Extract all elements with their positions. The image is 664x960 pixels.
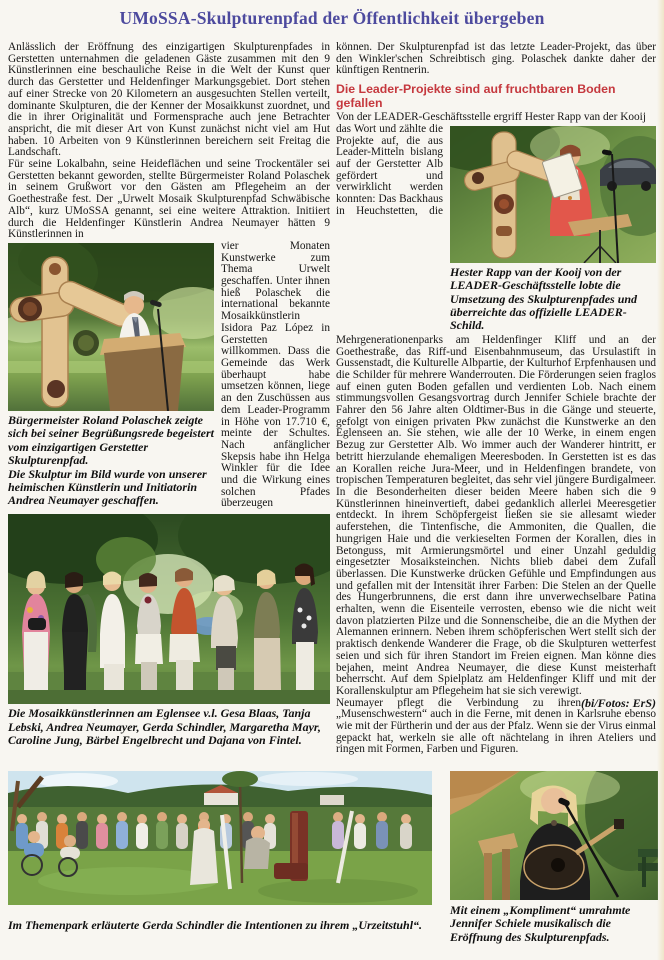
body-text: Anlässlich der Eröffnung des einzigartigen Skulpturenpfades in Gerstetten unternahmen die geladenen Gäste zusammen mit den 9 Künstlerinnen eine beschauliche Reise in die Welt der Kunst quer durch das Gerstetter und Heldenfinger Markungsgebiet. Dort stehen auf einer Strecke von 20 Kilometern an ausgesuchten Stellen verteilt, dominante Skulpturen, die der Kenner der Mosaikkunst zuordnet, und die in ihrer Originalität und Formensprache auch jene Betrachter anspricht, die mit dieser Art von Kunst zunächst nicht viel am Hut haben. 10 Arbeiten von 9 Künstlerinnen bereichern seit Freitag die Landschaft. [8, 41, 330, 159]
photo-caption-themepark [8, 919, 432, 932]
section-heading: Die Leader-Projekte sind auf fruchtbaren Boden gefallen [336, 82, 616, 111]
photo-caption-artists [8, 707, 330, 747]
photo-mayor-podium [8, 243, 214, 411]
photo-themepark-art [8, 771, 432, 905]
photo-caption-mayor [8, 414, 214, 508]
figure-themepark [8, 771, 432, 932]
figure-leader-presentation [450, 126, 656, 333]
photo-leader-art [450, 126, 656, 263]
paragraph [8, 159, 330, 241]
photo-leader-presentation [450, 126, 656, 263]
body-text: Für seine Lokalbahn, seine Heideflächen und seine Trockentäler sei Gerstetten bekannt geworden, stellte Bürgermeister Roland Polaschek in seinem Grußwort vor den Gästen am Pflegeheim an der Goethestraße fest. Der „Urwelt Mosaik Skulpturenpfad Schwäbische Alb“, kurz UMoSSA genannt, sei eine weitere Attraktion. Initiiert durch die Heldenfinger Künstlerin Andrea Neumayer hätten 9 Künstlerinnen in [8, 158, 330, 241]
paragraph [8, 42, 330, 159]
caption-text: Die Mosaikkünstlerinnen am Eglensee v.l. Gesa Blaas, Tanja Lebski, Andrea Neumayer, Gerda Schindler, Margaretha Mayr, Caroline Jung, Bärbel Engelbrecht und Dajana von Fintel. [8, 706, 321, 747]
body-text: das Wort und zählte die Projekte auf, die aus Leader-Mitteln bislang auf der Gerstetter Alb gefördert und verwirklicht werden konnten: Das Backhaus in Heuchstetten, die Mehrgenerationenparks am Heldenfinger Kliff und an der Goethestraße, das Riff-und Eisenbahnmuseum, das Ursulastift in Gussenstadt, die Kulturelle Albpartie, der Kulturhof Erpfenhausen und die Schilder für mehrere Wanderrouten. Die Förderungen seien fraglos auf einen guten Boden gefallen und verdienten Lob. Nach einem stimmungsvollen Gesangsvortrag durch Jennifer Schiele brachte der Fahrer den 56 Jahre alten Oldtimer-Bus in die Gänge und steuerte, gefolgt von einigen privaten Pkw zunächst die Kunstwerke an den Eglenseen an. Sie stehen, wie alle der 10 Werke, in einem engen Bezug zur Gerstetter Alb. Wo immer auch der Wanderer hintritt, er betritt hierzulande ehemaligen Meeresboden. In Gerstetten ist es das an Korallen reiche Jura-Meer, und in Heldenfingen brandete, von tropischen Temperaturen begleitet, das sehr viel jüngere Burdigalmeer. In die Besonderheiten dieser beiden Meere haben sich die 9 Künstlerinnen hineinvertieft, dabei gedanklich allerlei Meeresgetier entdeckt. In ihrem Schöpfergeist ließen sie sie allesamt wieder auferstehen, die Tintenfische, die Ammoniten, die Quallen, die hungrigen Haie und die verkieselten Formen der Korallen, dies in Betonguss, mit Armierungsmörtel und einer Unzahl geduldig eingesetzter Mosaiksteinchen. Nichts blieb dabei dem Zufall überlassen. Die Kunstwerke drücken Gefühle und Empfindungen aus und gefallen mit der Intensität ihrer Farben: Die Stelen an der Quelle des Hungerbrunnens, die erst dann ihre unverwechselbare Patina erhalten, wenn die Eisenteile verrosten, ebenso wie die nicht weit davon platzierten Pilze und die Sonnenscheibe, die an die Mythen der Alemannen erinnern. Neben ihrem schöpferischen Wert stellt sich der praktisch denkende Wanderer die Frage, ob die Skulpturen wetterfest seien und sich für ihren Standort im Freien eignen. Man könne dies bejahen, meint Andrea Neumayer, die diese Kunst meisterhaft beherrscht. Auf dem Spielplatz am Heldenfinger Kliff und mit der Korallenskulptur am Pflegeheim hat sie sich verewigt. [336, 122, 656, 697]
photo-artists-group [8, 514, 330, 704]
photo-mayor-art [8, 243, 214, 411]
figure-artists-group [8, 514, 330, 747]
article-left-column [8, 42, 330, 747]
caption-text: Hester Rapp van der Kooij von der LEADER-Geschäftsstelle lobte die Umsetzung des Skulpturenpfades und überreichte das offizielle LEADER-Schild. [450, 264, 638, 333]
photo-caption-singer [450, 904, 658, 944]
figure-mayor [8, 243, 214, 508]
caption-text: Die Skulptur im Bild wurde von unserer heimischen Künstlerin und Initiatorin Andrea Neumayer geschaffen. [8, 466, 207, 508]
photo-crowd-themepark [8, 771, 432, 905]
figure-singer [450, 771, 658, 944]
caption-text: Im Themenpark erläuterte Gerda Schindler die Intentionen zu ihrem „Urzeitstuhl“. [8, 918, 423, 932]
photo-artists-art [8, 514, 330, 704]
body-text: Neumayer pflegt die Verbindung zu ihren „Musenschwestern“ auch in die Ferne, mit denen in Karlsruhe ebenso wie mit der Fürtherin und der aus der Pfalz. Wenn sie der Virus einmal gepackt hat, werkeln sie alle oft nächtelang in ihren Ateliers und ringen mit Formen, Farben und Figuren. [336, 696, 656, 756]
caption-text: Bürgermeister Roland Polaschek zeigte sich bei seiner Begrüßungsrede begeistert vom einzigartigen Gerstetter Skulpturenpfad. [8, 412, 214, 468]
paragraph [336, 42, 656, 77]
caption-text: Mit einem „Kompliment“ umrahmte Jennifer Schiele musikalisch die Eröffnung des Skulpturenpfads. [450, 903, 631, 944]
page-title: UMoSSA-Skulpturenpfad der Öffentlichkeit übergeben [119, 8, 545, 28]
photo-credit: (bi/Fotos: ErS) [580, 695, 656, 710]
photo-singer-art [450, 771, 658, 900]
paragraph [336, 695, 656, 757]
body-text: können. Der Skulpturenpfad ist das letzte Leader-Projekt, das über den Winkler'schen Schreibtisch ging. Polaschek dankte daher der künftigen Rentnerin. [336, 41, 656, 77]
photo-singer-guitar [450, 771, 658, 900]
article-right-column [336, 42, 656, 756]
photo-caption-leader [450, 266, 656, 333]
body-text: vier Monaten Kunstwerke zum Thema Urwelt geschaffen. Unter ihnen hieß Polaschek die international bekannte Mosaikkünstlerin Isidora Paz López in Gerstetten willkommen. Dass die Gemeinde das Werk überhaupt habe umsetzen können, liege an den Zuschüssen aus dem Leader-Programm in Höhe von 17.710 €, meinte der Schultes. Nach anfänglicher Skepsis habe ihn Helga Winkler für die Idee und die Wirkung eines solchen Pfades überzeugen [221, 239, 330, 510]
body-text: Von der LEADER-Geschäftsstelle ergriff Hester Rapp van der Kooij [336, 111, 646, 124]
